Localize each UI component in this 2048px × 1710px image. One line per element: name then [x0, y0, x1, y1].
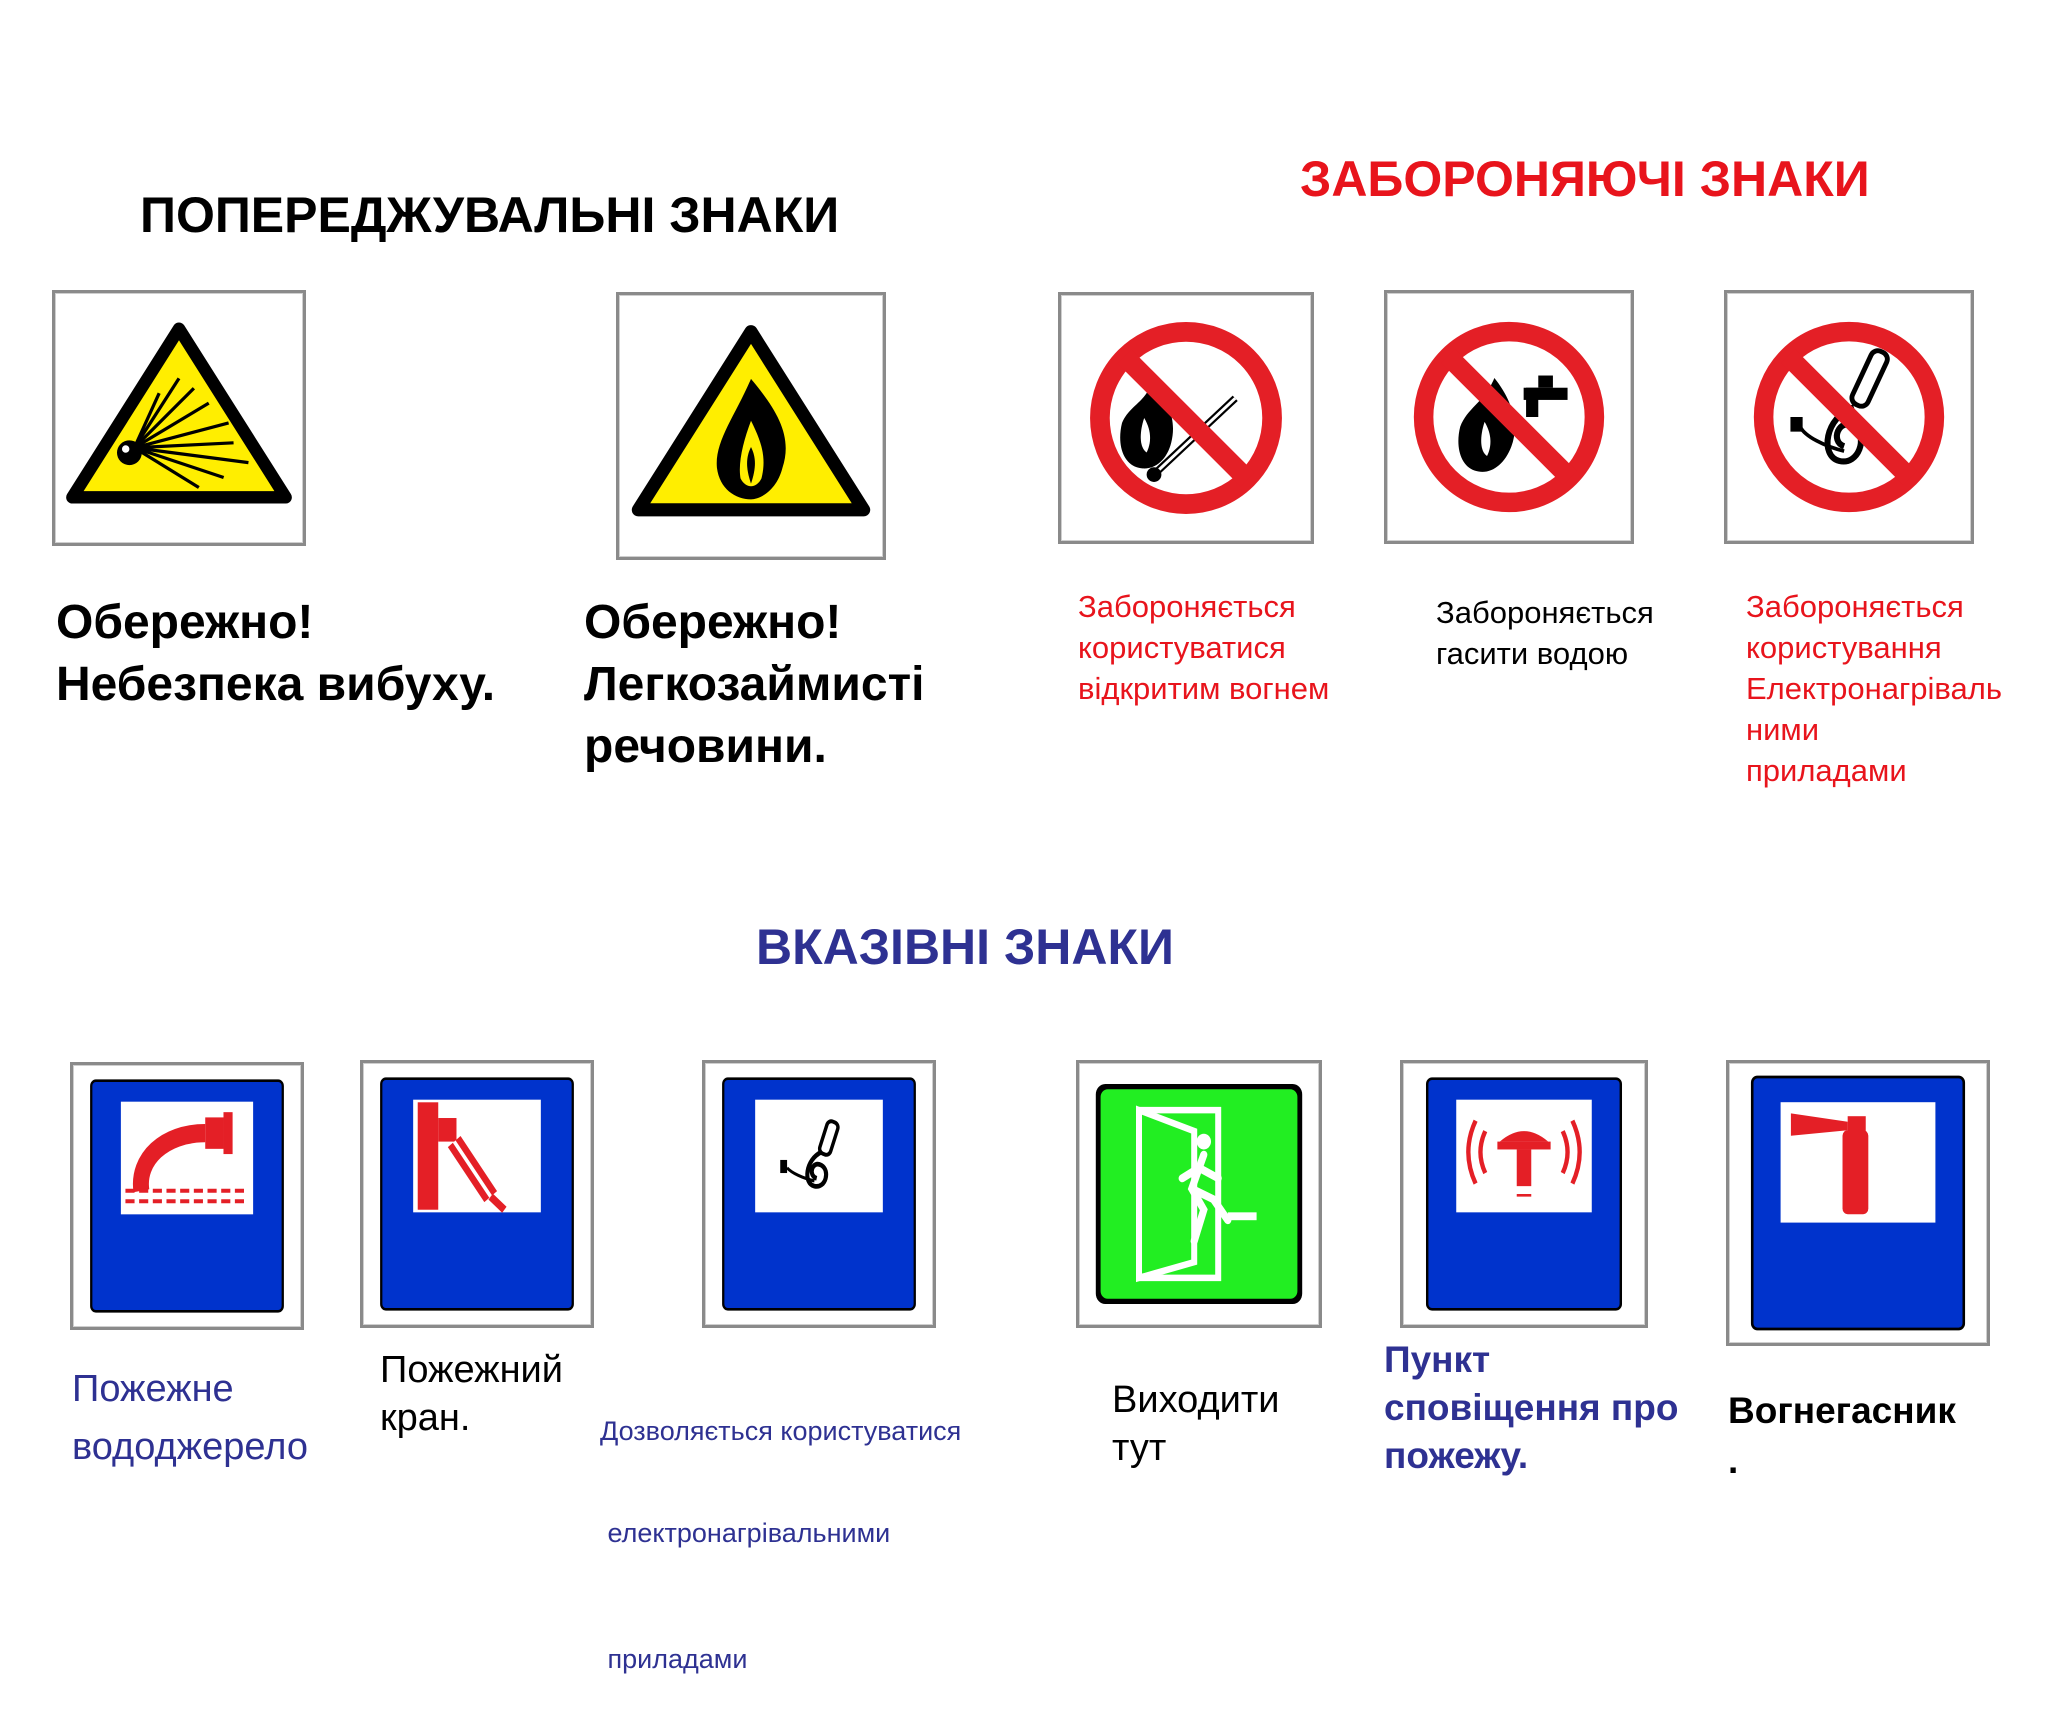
- fire-extinguisher-icon: [1729, 1063, 1987, 1343]
- caption-line: електронагрівальними: [600, 1518, 891, 1548]
- indicative-sign-water-source: [70, 1062, 304, 1330]
- indicative-sign-fire-alarm: [1400, 1060, 1648, 1328]
- indicative-sign-electric-heater: [702, 1060, 936, 1328]
- indicative-caption-emergency-exit: Виходити тут: [1112, 1379, 1280, 1469]
- prohibition-caption-water: Забороняється гасити водою: [1436, 595, 1654, 671]
- indicative-caption-fire-hydrant: Пожежний кран.: [380, 1349, 564, 1439]
- indicative-caption-water-source: Пожежне вододжерело: [72, 1368, 308, 1468]
- fire-water-source-icon: [73, 1065, 301, 1327]
- prohibition-signs-heading: ЗАБОРОНЯЮЧІ ЗНАКИ: [1300, 151, 1870, 207]
- prohibition-caption-electric-heater: Забороняється користування Електронагріваль ними приладами: [1746, 589, 2002, 788]
- indicative-caption-fire-alarm: Пункт сповіщення про пожежу.: [1384, 1339, 1679, 1476]
- explosion-icon: [55, 293, 303, 543]
- caption-line: приладами: [600, 1644, 748, 1674]
- electric-heater-allowed-icon: [705, 1063, 933, 1325]
- no-water-extinguish-icon: [1387, 293, 1631, 541]
- no-open-fire-icon: [1061, 295, 1311, 541]
- emergency-exit-icon: [1079, 1063, 1319, 1325]
- warning-caption-explosion: Обережно! Небезпека вибуху.: [56, 596, 496, 711]
- prohibition-caption-open-fire: Забороняється користуватися відкритим вогнем: [1078, 589, 1330, 706]
- warning-signs-heading: ПОПЕРЕДЖУВАЛЬНІ ЗНАКИ: [140, 187, 840, 243]
- indicative-caption-fire-extinguisher: Вогнегасник .: [1728, 1390, 1956, 1481]
- indicative-signs-heading: ВКАЗІВНІ ЗНАКИ: [756, 919, 1174, 975]
- indicative-sign-fire-hydrant: [360, 1060, 594, 1328]
- prohibition-sign-open-fire: [1058, 292, 1314, 544]
- indicative-caption-electric-heater: [600, 1346, 961, 1710]
- caption-line: Дозволяється користуватися: [600, 1416, 962, 1446]
- prohibition-sign-water: [1384, 290, 1634, 544]
- flame-icon: [619, 295, 883, 557]
- warning-caption-flammable: Обережно! Легкозаймисті речовини.: [584, 596, 925, 773]
- indicative-sign-emergency-exit: [1076, 1060, 1322, 1328]
- warning-sign-explosion: [52, 290, 306, 546]
- prohibition-sign-electric-heater: [1724, 290, 1974, 544]
- fire-alarm-point-icon: [1403, 1063, 1645, 1325]
- fire-hydrant-icon: [363, 1063, 591, 1325]
- indicative-sign-fire-extinguisher: [1726, 1060, 1990, 1346]
- no-electric-heater-icon: [1727, 293, 1971, 541]
- warning-sign-flammable: [616, 292, 886, 560]
